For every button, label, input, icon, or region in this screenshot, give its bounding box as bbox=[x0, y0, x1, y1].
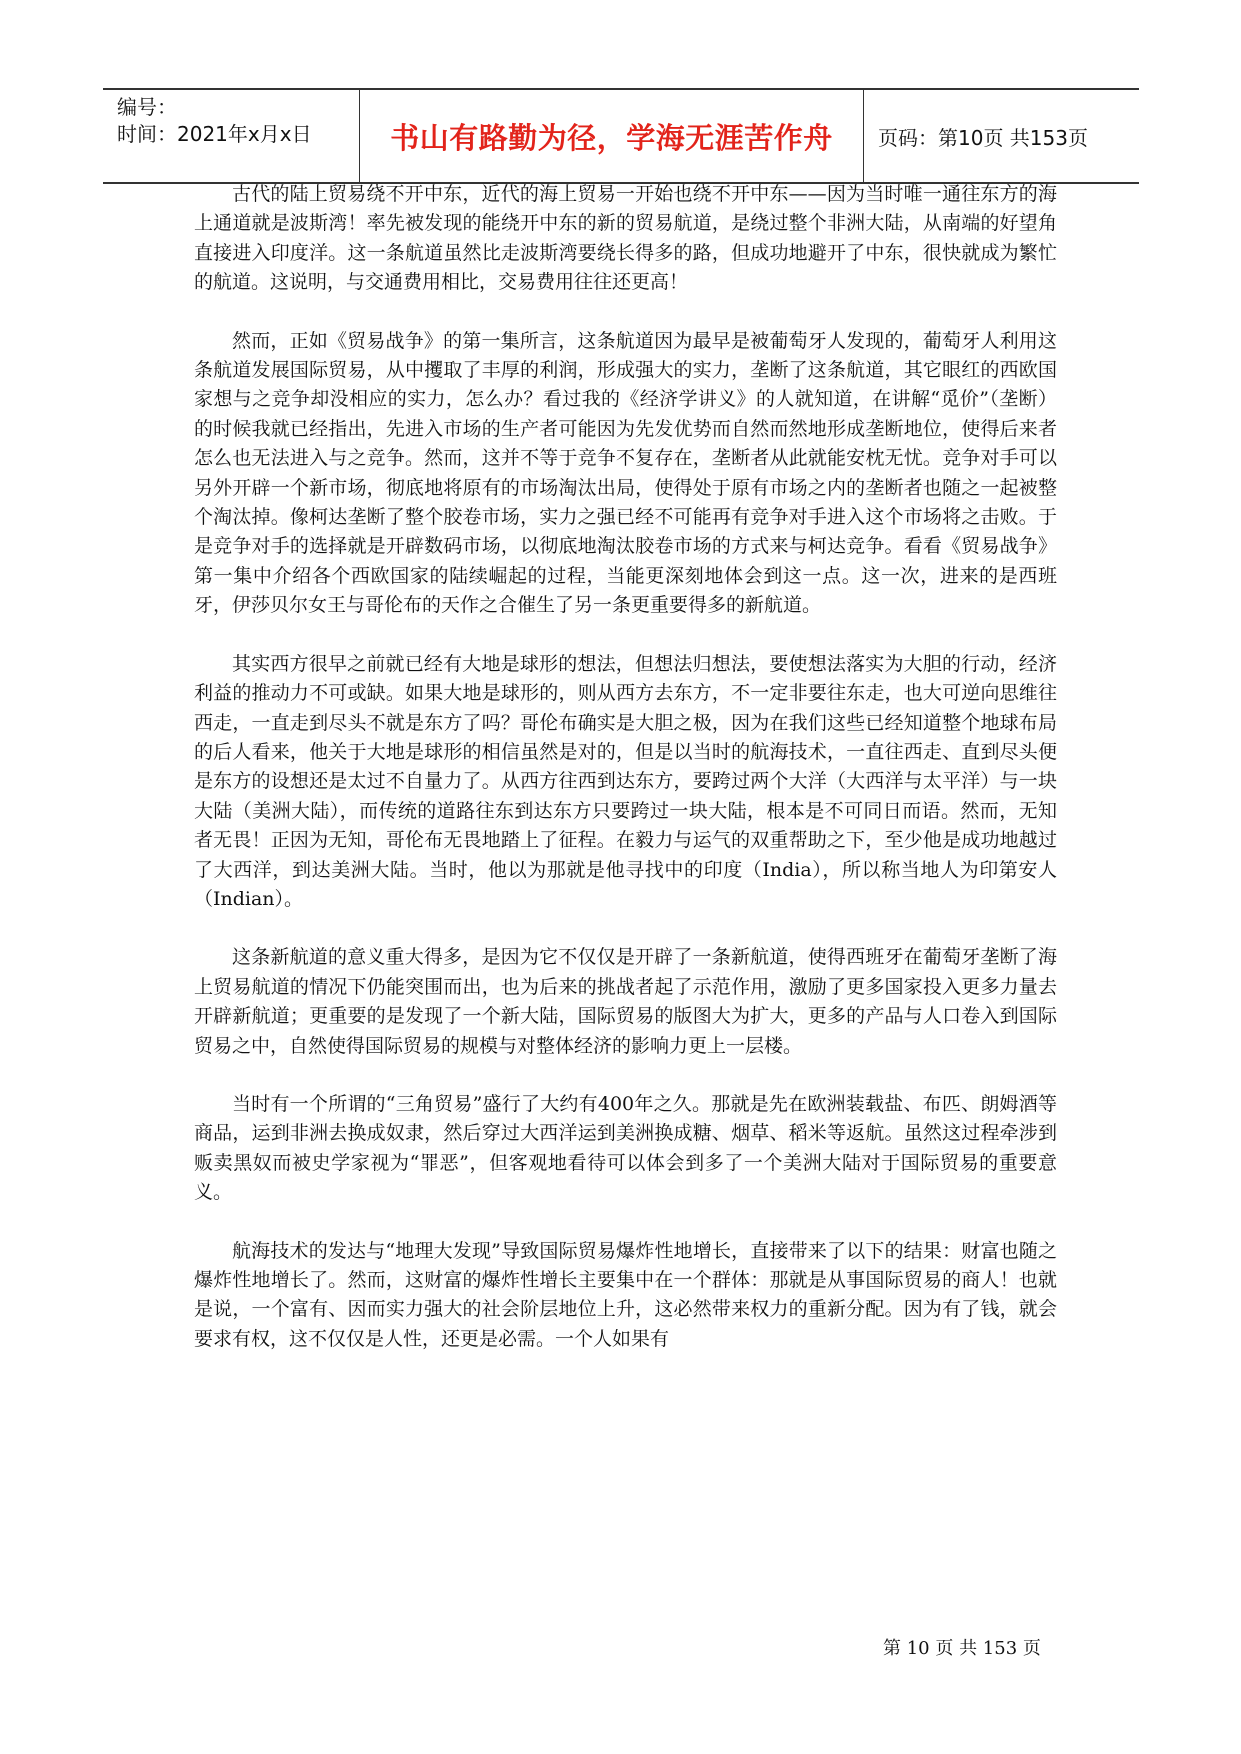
header-meta-cell bbox=[103, 90, 360, 182]
paragraph: 其实西方很早之前就已经有大地是球形的想法，但想法归想法，要使想法落实为大胆的行动，经济利益的推动力不可或缺。如果大地是球形的，则从西方去东方，不一定非要往东走，也大可逆向思维往西走，一直走到尽头不就是东方了吗？哥伦布确实是大胆之极，因为在我们这些已经知道整个地球布局的后人看来，他关于大地是球形的相信虽然是对的，但是以当时的航海技术，一直往西走、直到尽头便是东方的设想还是太过不自量力了。从西方往西到达东方，要跨过两个大洋（大西洋与太平洋）与一块大陆（美洲大陆），而传统的道路往东到达东方只要跨过一块大陆，根本是不可同日而语。然而，无知者无畏！正因为无知，哥伦布无畏地踏上了征程。在毅力与运气的双重帮助之下，至少他是成功地越过了大西洋，到达美洲大陆。当时，他以为那就是他寻找中的印度（India），所以称当地人为印第安人（Indian）。 bbox=[194, 652, 1057, 910]
document-header bbox=[103, 88, 1139, 184]
date-line: 时间：2021年x月x日 bbox=[117, 122, 312, 146]
serial-number-label: 编号： bbox=[117, 95, 177, 119]
paragraph: 这条新航道的意义重大得多，是因为它不仅仅是开辟了一条新航道，使得西班牙在葡萄牙垄断了海上贸易航道的情况下仍能突围而出，也为后来的挑战者起了示范作用，激励了更多国家投入更多力量去开辟新航道；更重要的是发现了一个新大陆，国际贸易的版图大为扩大，更多的产品与人口卷入到国际贸易之中，自然使得国际贸易的规模与对整体经济的影响力更上一层楼。 bbox=[194, 946, 1057, 1057]
paragraph: 古代的陆上贸易绕不开中东，近代的海上贸易一开始也绕不开中东——因为当时唯一通往东方的海上通道就是波斯湾！率先被发现的能绕开中东的新的贸易航道，是绕过整个非洲大陆，从南端的好望角直接进入印度洋。这一条航道虽然比走波斯湾要绕长得多的路，但成功地避开了中东，很快就成为繁忙的航道。这说明，与交通费用相比，交易费用往往还更高！ bbox=[194, 183, 1057, 294]
header-motto-cell bbox=[360, 90, 864, 182]
header-page-cell bbox=[864, 90, 1139, 182]
document-body bbox=[194, 180, 1057, 1383]
motto-text: 书山有路勤为径，学海无涯苦作舟 bbox=[390, 120, 833, 155]
paragraph: 航海技术的发达与“地理大发现”导致国际贸易爆炸性地增长，直接带来了以下的结果：财富也随之爆炸性地增长了。然而，这财富的爆炸性增长主要集中在一个群体：那就是从事国际贸易的商人！也就是说，一个富有、因而实力强大的社会阶层地位上升，这必然带来权力的重新分配。因为有了钱，就会要求有权，这不仅仅是人性，还更是必需。一个人如果有 bbox=[194, 1239, 1057, 1350]
paragraph: 当时有一个所谓的“三角贸易”盛行了大约有400年之久。那就是先在欧洲装载盐、布匹、朗姆酒等商品，运到非洲去换成奴隶，然后穿过大西洋运到美洲换成糖、烟草、稻米等返航。虽然这过程牵涉到贩卖黑奴而被史学家视为“罪恶”，但客观地看待可以体会到多了一个美洲大陆对于国际贸易的重要意义。 bbox=[194, 1092, 1057, 1204]
page-footer: 第 10 页 共 153 页 bbox=[883, 1638, 1041, 1659]
page-info-text: 页码：第10页 共153页 bbox=[878, 125, 1088, 150]
paragraph: 然而，正如《贸易战争》的第一集所言，这条航道因为最早是被葡萄牙人发现的，葡萄牙人利用这条航道发展国际贸易，从中攫取了丰厚的利润，形成强大的实力，垄断了这条航道，其它眼红的西欧国家想与之竞争却没相应的实力，怎么办？看过我的《经济学讲义》的人就知道，在讲解“觅价”（垄断）的时候我就已经指出，先进入市场的生产者可能因为先发优势而自然而然地形成垄断地位，使得后来者怎么也无法进入与之竞争。然而，这并不等于竞争不复存在，垄断者从此就能安枕无忧。竞争对手可以另外开辟一个新市场，彻底地将原有的市场淘汰出局，使得处于原有市场之内的垄断者也随之一起被整个淘汰掉。像柯达垄断了整个胶卷市场，实力之强已经不可能再有竞争对手进入这个市场将之击败。于是竞争对手的选择就是开辟数码市场，以彻底地淘汰胶卷市场的方式来与柯达竞争。看看《贸易战争》第一集中介绍各个西欧国家的陆续崛起的过程，当能更深刻地体会到这一点。这一次，进来的是西班牙，伊莎贝尔女王与哥伦布的天作之合催生了另一条更重要得多的新航道。 bbox=[194, 329, 1057, 617]
